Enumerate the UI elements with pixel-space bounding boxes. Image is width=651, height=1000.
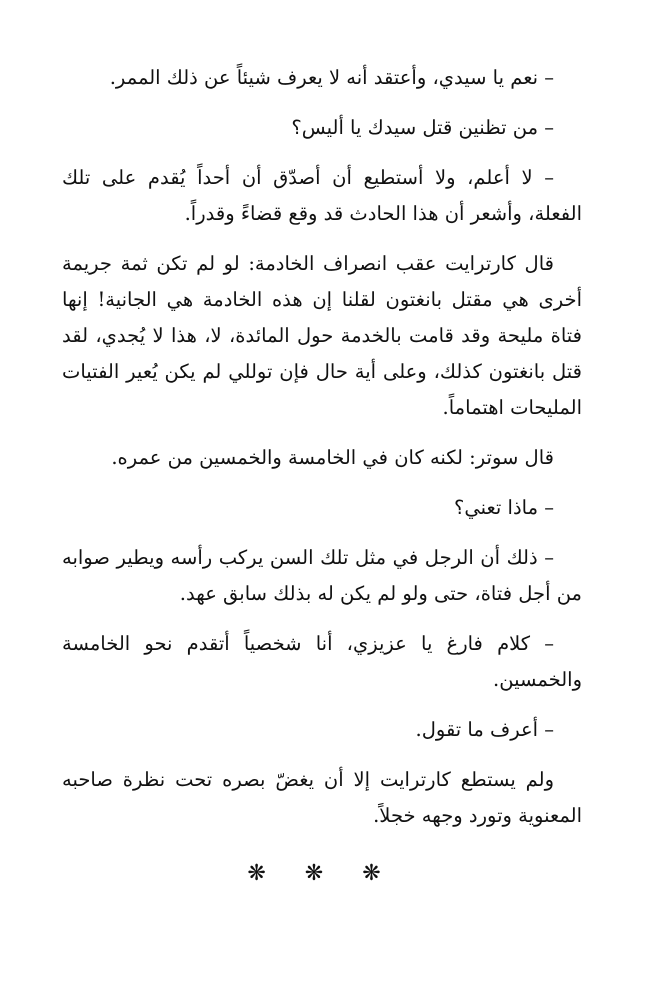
section-separator: ❋ ❋ ❋ bbox=[247, 861, 397, 886]
narrative-paragraph: قال كارترايت عقب انصراف الخادمة: لو لم تكن ثمة جريمة أخرى هي مقتل بانغتون لقلنا إن هذه الخادمة هي الجانية! إنها فتاة مليحة وقد قامت بالخدمة حول المائدة، لا، هذا لا يُجدي، لقد قتل بانغتون كذلك، وعلى أية حال فإن توللي لم يكن يُعير الفتيات المليحات اهتماماً. bbox=[62, 252, 582, 419]
book-page bbox=[62, 60, 582, 892]
narrative-paragraph: قال سوتر: لكنه كان في الخامسة والخمسين من عمره. bbox=[111, 446, 554, 469]
dialogue-paragraph: – نعم يا سيدي، وأعتقد أنه لا يعرف شيئاً عن ذلك الممر. bbox=[109, 66, 554, 89]
dialogue-paragraph: – لا أعلم، ولا أستطيع أن أصدّق أن أحداً يُقدم على تلك الفعلة، وأشعر أن هذا الحادث قد وقع قضاءً وقدراً. bbox=[62, 166, 582, 225]
dialogue-paragraph: – أعرف ما تقول. bbox=[415, 718, 554, 741]
dialogue-paragraph: – ماذا تعني؟ bbox=[454, 496, 554, 519]
dialogue-paragraph: – ذلك أن الرجل في مثل تلك السن يركب رأسه ويطير صوابه من أجل فتاة، حتى ولو لم يكن له بذلك سابق عهد. bbox=[62, 546, 582, 605]
dialogue-paragraph: – من تظنين قتل سيدك يا أليس؟ bbox=[291, 116, 554, 139]
dialogue-paragraph: – كلام فارغ يا عزيزي، أنا شخصياً أتقدم نحو الخامسة والخمسين. bbox=[62, 632, 582, 691]
narrative-paragraph: ولم يستطع كارترايت إلا أن يغضّ بصره تحت نظرة صاحبه المعنوية وتورد وجهه خجلاً. bbox=[62, 768, 582, 827]
